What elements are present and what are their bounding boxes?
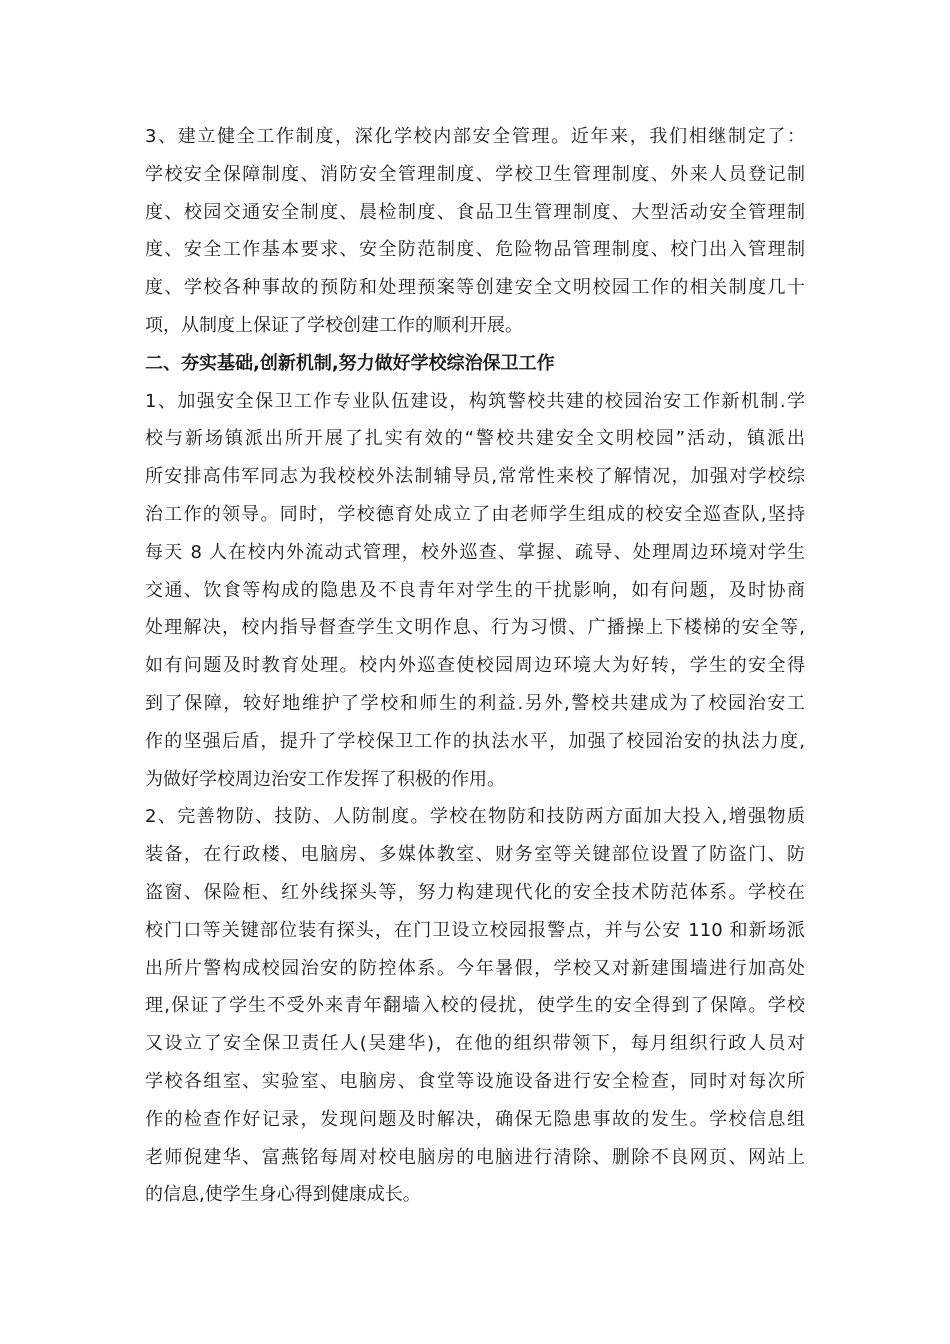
paragraph-line: 项，从制度上保证了学校创建工作的顺利开展。 <box>145 314 523 336</box>
paragraph-line: 度、学校各种事故的预防和处理预案等创建安全文明校园工作的相关制度几十 <box>145 277 805 299</box>
paragraph-line: 盗窗、保险柜、红外线探头等，努力构建现代化的安全技术防范体系。学校在 <box>145 881 805 903</box>
paragraph-line: 治工作的领导。同时，学校德育处成立了由老师学生组成的校安全巡查队,坚持 <box>145 503 805 525</box>
paragraph-line: 老师倪建华、富燕铭每周对校电脑房的电脑进行清除、删除不良网页、网站上 <box>145 1146 805 1168</box>
paragraph-line: 到了保障，较好地维护了学校和师生的利益.另外,警校共建成为了校园治安工 <box>145 692 805 714</box>
paragraph-line: 2、完善物防、技防、人防制度。学校在物防和技防两方面加大投入,增强物质 <box>145 806 805 828</box>
section-heading: 二、夯实基础,创新机制,努力做好学校综治保卫工作 <box>145 352 555 374</box>
paragraph-line: 1、加强安全保卫工作专业队伍建设，构筑警校共建的校园治安工作新机制.学 <box>145 390 805 412</box>
paragraph-line: 出所片警构成校园治安的防控体系。今年暑假，学校又对新建围墙进行加高处 <box>145 957 805 979</box>
paragraph-line: 处理解决，校内指导督查学生文明作息、行为习惯、广播操上下楼梯的安全等, <box>145 617 805 639</box>
paragraph-line: 的信息,使学生身心得到健康成长。 <box>145 1184 421 1206</box>
paragraph-line: 学校各组室、实验室、电脑房、食堂等设施设备进行安全检查，同时对每次所 <box>145 1070 805 1092</box>
paragraph-line: 理,保证了学生不受外来青年翻墙入校的侵扰，使学生的安全得到了保障。学校 <box>145 995 805 1017</box>
paragraph-line: 度、校园交通安全制度、晨检制度、食品卫生管理制度、大型活动安全管理制 <box>145 201 805 223</box>
paragraph-line: 作的坚强后盾，提升了学校保卫工作的执法水平，加强了校园治安的执法力度, <box>145 730 805 752</box>
paragraph-line: 度、安全工作基本要求、安全防范制度、危险物品管理制度、校门出入管理制 <box>145 239 805 261</box>
paragraph-line: 3、建立健全工作制度，深化学校内部安全管理。近年来，我们相继制定了： <box>145 126 805 147</box>
paragraph-line: 装备，在行政楼、电脑房、多媒体教室、财务室等关键部位设置了防盗门、防 <box>145 844 805 866</box>
paragraph-line: 每天 8 人在校内外流动式管理，校外巡查、掌握、疏导、处理周边环境对学生 <box>145 541 805 563</box>
paragraph-line: 为做好学校周边治安工作发挥了积极的作用。 <box>145 768 505 790</box>
paragraph-line: 交通、饮食等构成的隐患及不良青年对学生的干扰影响，如有问题，及时协商 <box>145 579 805 601</box>
paragraph-line: 校与新场镇派出所开展了扎实有效的“警校共建安全文明校园”活动，镇派出 <box>145 428 805 450</box>
paragraph-line: 又设立了安全保卫责任人(吴建华)，在他的组织带领下，每月组织行政人员对 <box>145 1033 805 1055</box>
paragraph-line: 所安排高伟军同志为我校校外法制辅导员,常常性来校了解情况，加强对学校综 <box>145 466 805 488</box>
paragraph-line: 学校安全保障制度、消防安全管理制度、学校卫生管理制度、外来人员登记制 <box>145 163 805 185</box>
paragraph-line: 校门口等关键部位装有探头，在门卫设立校园报警点，并与公安 110 和新场派 <box>145 919 805 941</box>
paragraph-line: 如有问题及时教育处理。校内外巡查使校园周边环境大为好转，学生的安全得 <box>145 655 805 677</box>
document-page <box>145 118 805 1214</box>
paragraph-line: 作的检查作好记录，发现问题及时解决，确保无隐患事故的发生。学校信息组 <box>145 1108 805 1130</box>
